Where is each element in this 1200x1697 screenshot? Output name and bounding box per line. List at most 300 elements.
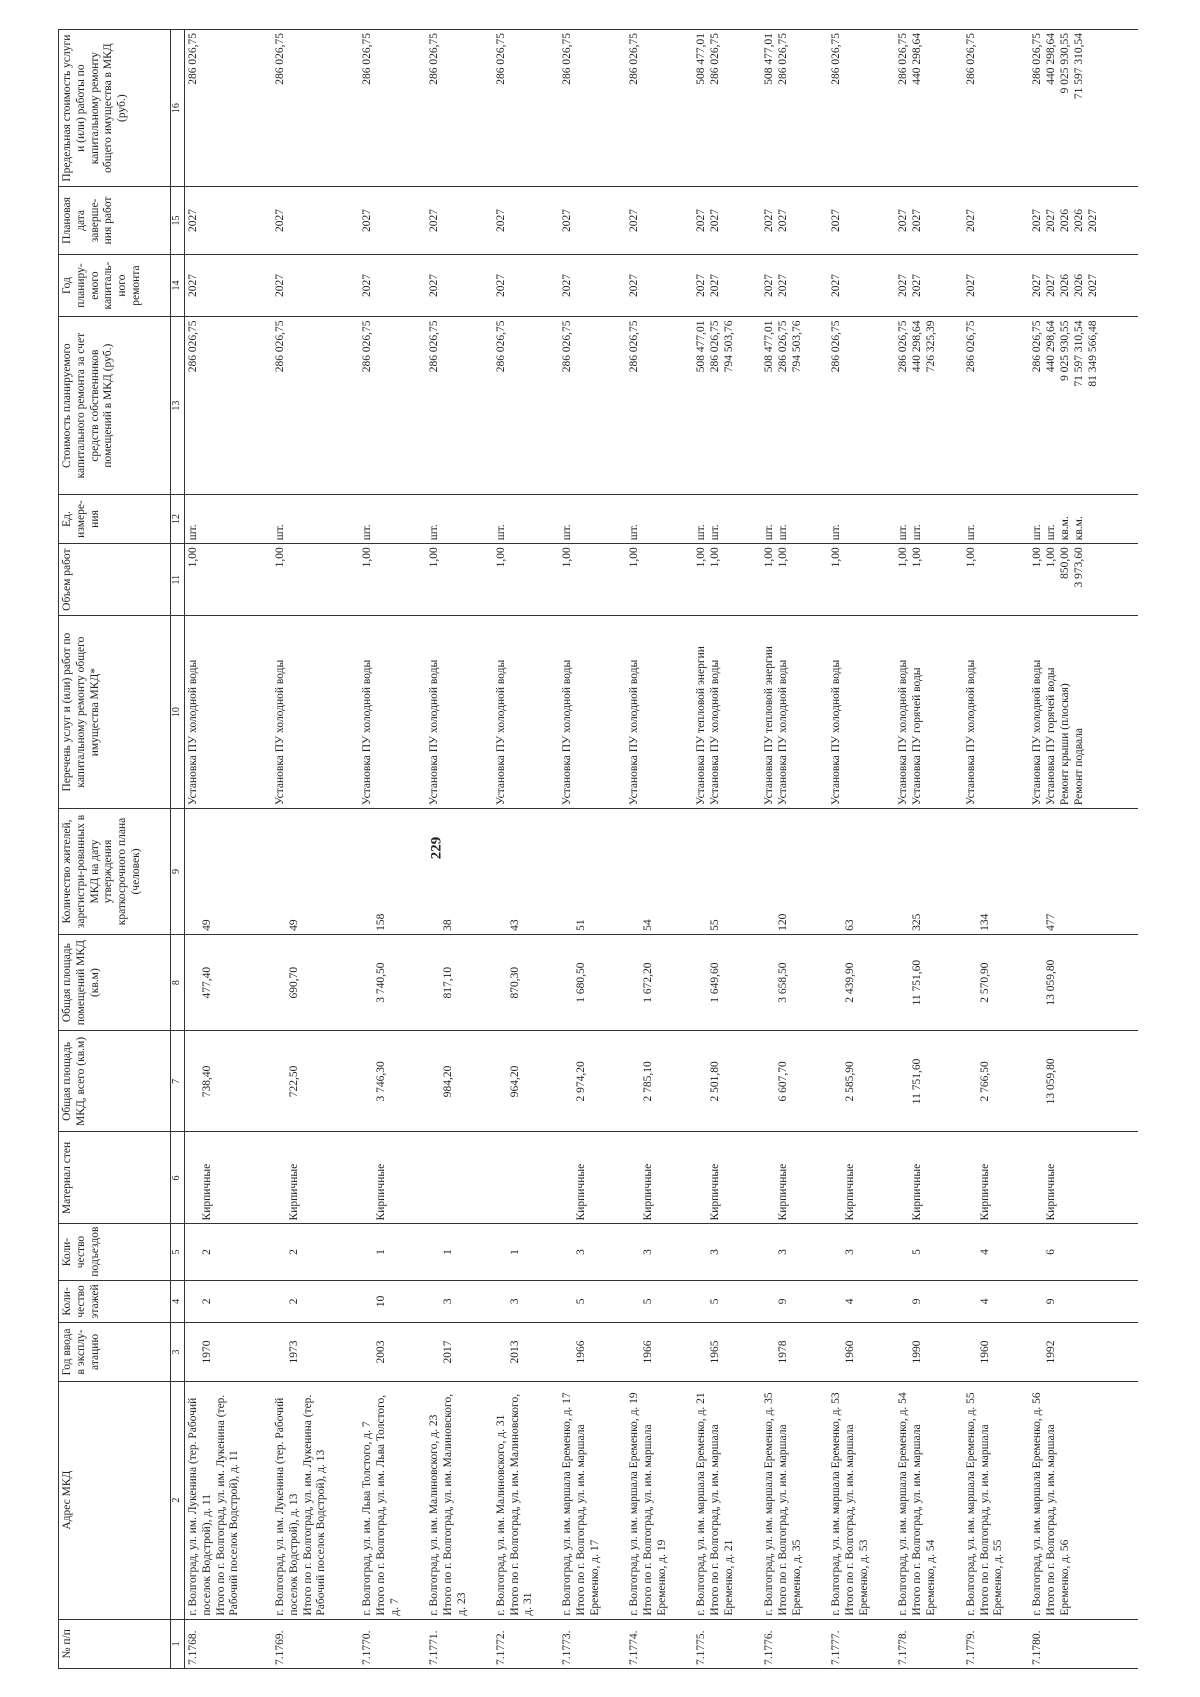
cell-line: 13 059,80 [1045, 1058, 1058, 1105]
cell-line: 2 [201, 1298, 213, 1305]
cell-line: 134 [978, 913, 991, 931]
cell-line [495, 1135, 509, 1220]
table-cell [272, 1323, 359, 1381]
table-cell [185, 544, 273, 616]
cell-line: шт. [427, 524, 440, 541]
column-index: 13 [171, 317, 185, 494]
cell-line [428, 1284, 442, 1320]
table-cell [493, 1381, 560, 1619]
table-cell [185, 254, 273, 317]
table-cell [1029, 254, 1138, 317]
table-cell [626, 187, 693, 254]
cell-line: 286 026,75 [360, 320, 373, 373]
table-cell [963, 494, 1030, 543]
table-cell [1029, 30, 1138, 187]
cell-line [965, 1284, 979, 1320]
table-cell [426, 1619, 493, 1668]
cell-line: 4 [844, 1298, 857, 1305]
cell-line: 1978 [776, 1340, 789, 1364]
table-cell [761, 1224, 828, 1280]
cell-line [274, 1326, 288, 1377]
cell-line: 1,00 [911, 547, 924, 568]
cell-line: Установка ПУ тепловой энергии [695, 646, 708, 806]
cell-line [428, 812, 442, 931]
cell-line [628, 1034, 642, 1128]
cell-line: 7.1770. [360, 1630, 373, 1665]
cell-line: Итого по г. Волгоград, ул. им. маршала Еременко, д. 54 [911, 1424, 937, 1616]
cell-line: 2027 [695, 274, 708, 298]
cell-line [274, 1284, 288, 1320]
cell-line: 4 [978, 1249, 991, 1255]
cell-line [695, 1034, 709, 1128]
cell-line [763, 812, 777, 931]
cell-line: 286 026,75 [494, 320, 507, 373]
table-cell [359, 187, 426, 254]
cell-line: 3 [575, 1249, 588, 1255]
cell-line: 2 501,80 [709, 1061, 722, 1102]
cell-line: Итого по г. Волгоград, ул. им. маршала Еременко, д. 17 [575, 1424, 602, 1616]
cell-line: 738,40 [201, 1065, 213, 1098]
cell-line: 10 [374, 1295, 387, 1308]
cell-line: г. Волгоград, ул. им. маршала Еременко, д. 55 [964, 1392, 977, 1616]
table-cell [493, 1619, 560, 1668]
cell-line: 2027 [360, 208, 373, 232]
table-cell [185, 1323, 273, 1381]
table-cell [185, 934, 273, 1031]
table-row [359, 30, 426, 1669]
table-cell [559, 809, 626, 935]
cell-line: 286 026,75 [709, 320, 722, 373]
cell-line [897, 1135, 911, 1220]
column-header: Перечень услуг и (или) работ по капитальному ремонту общего имущества МКД* [59, 616, 171, 809]
cell-line: 508 477,01 [695, 320, 708, 373]
cell-line [695, 812, 709, 931]
table-cell [963, 1280, 1030, 1323]
table-cell [895, 934, 962, 1031]
column-header: Материал стен [59, 1132, 171, 1224]
cell-line: 690,70 [288, 966, 301, 999]
table-cell [693, 934, 760, 1031]
cell-line: 286 026,75 [897, 33, 910, 85]
table-cell [963, 1031, 1030, 1132]
cell-line: 3 746,30 [374, 1061, 387, 1102]
cell-line [965, 1326, 979, 1377]
cell-line: 440 298,64 [1045, 33, 1058, 85]
table-cell [895, 809, 962, 935]
table-cell [426, 1224, 493, 1280]
cell-line: 13 059,80 [1045, 959, 1058, 1006]
table-cell [963, 1619, 1030, 1668]
cell-line: шт. [911, 524, 924, 541]
cell-line: 1973 [288, 1340, 301, 1364]
cell-line: 54 [642, 919, 655, 931]
table-cell [693, 187, 760, 254]
cell-line: Итого по г. Волгоград, ул. им. маршала Еременко, д. 55 [978, 1424, 1005, 1616]
table-row [963, 30, 1030, 1669]
table-cell [693, 1224, 760, 1280]
cell-line [763, 1135, 777, 1220]
cell-line [274, 1135, 288, 1220]
cell-line [187, 938, 201, 1028]
cell-line: 2027 [911, 208, 924, 232]
cell-line: 2027 [628, 208, 641, 232]
cell-line [965, 938, 979, 1028]
table-cell [761, 1280, 828, 1323]
table-cell [185, 616, 273, 809]
cell-line [830, 1284, 844, 1320]
column-index: 5 [171, 1224, 185, 1280]
table-cell [1029, 1224, 1138, 1280]
cell-line: 120 [776, 913, 789, 931]
cell-line [965, 812, 979, 931]
table-cell [272, 1381, 359, 1619]
cell-line: 286 026,75 [830, 320, 843, 373]
cell-line: Установка ПУ горячей воды [1045, 667, 1058, 806]
table-cell [963, 1132, 1030, 1224]
table-cell [493, 1224, 560, 1280]
table-cell [761, 544, 828, 616]
cell-line: 2027 [561, 274, 574, 298]
cell-line: 2027 [911, 274, 924, 298]
cell-line: 1960 [844, 1340, 857, 1364]
table-cell [1029, 494, 1138, 543]
cell-line: шт. [628, 524, 641, 541]
cell-line: 286 026,75 [709, 33, 722, 85]
cell-line: Итого по г. Волгоград, ул. им. маршала Еременко, д. 21 [709, 1424, 736, 1616]
cell-line: 2027 [274, 208, 287, 232]
cell-line: 1,00 [1031, 547, 1044, 568]
cell-line: г. Волгоград, ул. им. маршала Еременко, д. 35 [762, 1392, 775, 1616]
cell-line: 6 [1045, 1249, 1058, 1255]
cell-line: 2 974,20 [575, 1061, 588, 1102]
table-cell [693, 1323, 760, 1381]
table-row [626, 30, 693, 1669]
cell-line: 2027 [187, 208, 199, 232]
cell-line: 2026 [1073, 208, 1086, 232]
cell-line: 1,00 [628, 547, 641, 568]
cell-line: 2013 [508, 1340, 521, 1364]
table-cell [272, 934, 359, 1031]
table-cell [693, 317, 760, 494]
rotated-table-sheet [58, 29, 1138, 1669]
table-cell [761, 934, 828, 1031]
cell-line: 1,00 [830, 547, 843, 568]
cell-line: 508 477,01 [762, 33, 775, 85]
cell-line: 2027 [776, 208, 789, 232]
table-row [761, 30, 828, 1669]
cell-line: 1,00 [964, 547, 977, 568]
cell-line: 2026 [1059, 274, 1072, 298]
table-cell [359, 934, 426, 1031]
table-cell [185, 30, 273, 187]
cell-line: 2 785,10 [642, 1061, 655, 1102]
cell-line [763, 1284, 777, 1320]
cell-line: Кирпичные [642, 1163, 655, 1221]
table-cell [185, 187, 273, 254]
cell-line [763, 1326, 777, 1377]
cell-line: 1,00 [897, 547, 910, 568]
table-cell [272, 1619, 359, 1668]
cell-line [274, 938, 288, 1028]
cell-line: 7.1776. [762, 1630, 775, 1665]
table-cell [963, 1224, 1030, 1280]
cell-line: 9 [776, 1298, 789, 1305]
cell-line: 2027 [830, 274, 843, 298]
cell-line: Ремонт крыши (плоская) [1059, 683, 1072, 806]
column-header: Объем работ [59, 544, 171, 616]
table-cell [963, 1323, 1030, 1381]
cell-line: 440 298,64 [911, 320, 924, 373]
cell-line: шт. [695, 524, 708, 541]
table-cell [359, 1280, 426, 1323]
column-header: Количество жителей, зарегистри-рованных в МКД на дату утверждения краткосрочного плана (человек) [59, 809, 171, 935]
column-header: Коли-чество подъездов [59, 1224, 171, 1280]
cell-line: г. Волгоград, ул. им. маршала Еременко, д. 21 [695, 1392, 708, 1616]
cell-line: 2027 [1045, 274, 1058, 298]
cell-line: 726 325,39 [925, 320, 938, 373]
table-cell [359, 30, 426, 187]
cell-line: 286 026,75 [427, 320, 440, 373]
table-cell [963, 809, 1030, 935]
table-cell [1029, 317, 1138, 494]
cell-line: 1,00 [360, 547, 373, 568]
cell-line: Итого по г. Волгоград, ул. им. Малиновского, д. 31 [508, 1393, 535, 1616]
cell-line [965, 1135, 979, 1220]
table-cell [493, 30, 560, 187]
table-cell [359, 1619, 426, 1668]
table-cell [693, 254, 760, 317]
table-cell [426, 809, 493, 935]
cell-line: 2 570,90 [978, 962, 991, 1003]
table-cell [272, 809, 359, 935]
cell-line: 508 477,01 [695, 33, 708, 85]
cell-line: кв.м. [1073, 516, 1086, 541]
table-cell [828, 1323, 895, 1381]
cell-line: 1966 [642, 1340, 655, 1364]
cell-line: 1,00 [561, 547, 574, 568]
cell-line: Кирпичные [201, 1163, 213, 1221]
cell-line [187, 1326, 201, 1377]
cell-line: Кирпичные [776, 1163, 789, 1221]
column-header: Общая площадь МКД, всего (кв.м) [59, 1031, 171, 1132]
column-index: 14 [171, 254, 185, 317]
cell-line: 2027 [561, 208, 574, 232]
cell-line: 7.1774. [628, 1630, 641, 1665]
cell-line: Итого по г. Волгоград, ул. им. маршала Еременко, д. 53 [844, 1424, 870, 1616]
cell-line: Итого по г. Волгоград, ул. им. Льва Толстого, д. 7 [374, 1394, 401, 1616]
cell-line: 3 [709, 1249, 722, 1255]
table-cell [828, 494, 895, 543]
table-cell [693, 616, 760, 809]
table-cell [185, 1224, 273, 1280]
cell-line: 2027 [1087, 274, 1100, 298]
cell-line: 2027 [1031, 208, 1044, 232]
cell-line [763, 1034, 777, 1128]
cell-line [897, 938, 911, 1028]
table-cell [559, 317, 626, 494]
table-cell [426, 616, 493, 809]
column-header: Коли-чество этажей [59, 1280, 171, 1323]
cell-line: 2027 [187, 274, 199, 298]
page-number: 229 [428, 836, 445, 860]
table-cell [828, 616, 895, 809]
table-cell [359, 254, 426, 317]
cell-line: 286 026,75 [897, 320, 910, 373]
cell-line: 71 597 310,54 [1073, 320, 1086, 387]
table-cell [626, 809, 693, 935]
cell-line: 1 [508, 1249, 521, 1255]
cell-line: 2027 [897, 208, 910, 232]
table-cell [493, 1280, 560, 1323]
column-index-row [171, 30, 185, 1669]
table-cell [1029, 1381, 1138, 1619]
cell-line: Итого по г. Волгоград, ул. им. маршала Еременко, д. 35 [776, 1424, 803, 1616]
cell-line [897, 1326, 911, 1377]
cell-line: Установка ПУ холодной воды [360, 659, 373, 806]
cell-line [561, 938, 575, 1028]
table-cell [272, 187, 359, 254]
cell-line: 2 585,90 [844, 1061, 857, 1102]
table-row [272, 30, 359, 1669]
cell-line: Установка ПУ тепловой энергии [762, 646, 775, 806]
cell-line [561, 1284, 575, 1320]
table-cell [828, 544, 895, 616]
table-cell [185, 1619, 273, 1668]
cell-line: шт. [1031, 524, 1044, 541]
table-cell [1029, 187, 1138, 254]
table-cell [626, 254, 693, 317]
cell-line [695, 1135, 709, 1220]
cell-line: 286 026,75 [494, 33, 507, 85]
cell-line: шт. [360, 524, 373, 541]
cell-line: г. Волгоград, ул. им. маршала Еременко, д. 56 [1031, 1392, 1044, 1616]
cell-line: г. Волгоград, ул. им. маршала Еременко, д. 53 [830, 1392, 843, 1616]
cell-line [1031, 938, 1045, 1028]
cell-line: 2027 [494, 274, 507, 298]
table-cell [895, 544, 962, 616]
cell-line: 1 649,60 [709, 962, 722, 1003]
table-cell [828, 317, 895, 494]
cell-line: 2027 [964, 274, 977, 298]
cell-line: Итого по г. Волгоград, ул. им. Лукенина (тер. Рабочий поселок Водстрой), д. 13 [301, 1394, 328, 1616]
table-cell [426, 1323, 493, 1381]
table-cell [559, 254, 626, 317]
table-cell [828, 934, 895, 1031]
table-cell [626, 1381, 693, 1619]
table-cell [761, 1323, 828, 1381]
column-index: 11 [171, 544, 185, 616]
table-cell [693, 494, 760, 543]
cell-line [1031, 1034, 1045, 1128]
table-cell [963, 187, 1030, 254]
table-cell [963, 317, 1030, 494]
cell-line: 325 [911, 913, 924, 931]
cell-line [495, 812, 509, 931]
cell-line: 286 026,75 [830, 33, 843, 85]
cell-line [361, 812, 375, 931]
column-index: 15 [171, 187, 185, 254]
table-cell [761, 254, 828, 317]
cell-line: г. Волгоград, ул. им. маршала Еременко, д. 19 [628, 1392, 641, 1616]
table-cell [693, 809, 760, 935]
cell-line: 794 503,76 [723, 320, 736, 373]
table-cell [493, 317, 560, 494]
cell-line [274, 1227, 288, 1276]
table-cell [185, 494, 273, 543]
cell-line [361, 1135, 375, 1220]
table-row [559, 30, 626, 1669]
cell-line: Установка ПУ холодной воды [897, 659, 910, 806]
table-cell [493, 1132, 560, 1224]
table-row [493, 30, 560, 1669]
table-cell [1029, 934, 1138, 1031]
table-cell [1029, 1323, 1138, 1381]
cell-line [1031, 1135, 1045, 1220]
cell-line: Установка ПУ холодной воды [1031, 659, 1044, 806]
table-cell [761, 494, 828, 543]
cell-line: 1992 [1045, 1340, 1058, 1364]
cell-line: шт. [830, 524, 843, 541]
cell-line: 7.1779. [964, 1630, 977, 1665]
cell-line: 1970 [201, 1340, 213, 1364]
cell-line: 5 [575, 1298, 588, 1305]
cell-line: шт. [762, 524, 775, 541]
cell-line: 1,00 [762, 547, 775, 568]
table-cell [1029, 809, 1138, 935]
cell-line: 3 658,50 [776, 962, 789, 1003]
cell-line: 2027 [897, 274, 910, 298]
cell-line: 1,00 [776, 547, 789, 568]
table-cell [559, 494, 626, 543]
cell-line: Кирпичные [911, 1163, 924, 1221]
table-cell [359, 317, 426, 494]
cell-line: 1 [374, 1249, 387, 1255]
cell-line [695, 1284, 709, 1320]
table-cell [426, 1280, 493, 1323]
cell-line [495, 1284, 509, 1320]
cell-line: Итого по г. Волгоград, ул. им. Лукенина (тер. Рабочий поселок Водстрой), д. 11 [214, 1394, 241, 1616]
table-cell [828, 1381, 895, 1619]
cell-line [628, 1284, 642, 1320]
cell-line: 286 026,75 [561, 33, 574, 85]
table-cell [426, 1132, 493, 1224]
cell-line: 286 026,75 [776, 320, 789, 373]
cell-line: Установка ПУ холодной воды [427, 659, 440, 806]
cell-line: 3 973,60 [1073, 547, 1086, 588]
table-cell [559, 1031, 626, 1132]
table-cell [1029, 1280, 1138, 1323]
table-cell [626, 544, 693, 616]
column-index: 9 [171, 809, 185, 935]
cell-line [187, 1284, 201, 1320]
table-cell [828, 1031, 895, 1132]
column-index: 10 [171, 616, 185, 809]
column-index: 12 [171, 494, 185, 543]
cell-line: 9 [911, 1298, 924, 1305]
cell-line: 7.1772. [494, 1630, 507, 1665]
table-cell [272, 616, 359, 809]
cell-line: 7.1773. [561, 1630, 574, 1665]
table-cell [693, 1381, 760, 1619]
table-cell [272, 494, 359, 543]
table-cell [1029, 1132, 1138, 1224]
cell-line: шт. [274, 524, 287, 541]
column-headers [59, 30, 171, 1669]
cell-line: 2027 [964, 208, 977, 232]
table-cell [426, 187, 493, 254]
column-header: № п/п [59, 1619, 171, 1668]
cell-line: 2 [288, 1298, 301, 1305]
